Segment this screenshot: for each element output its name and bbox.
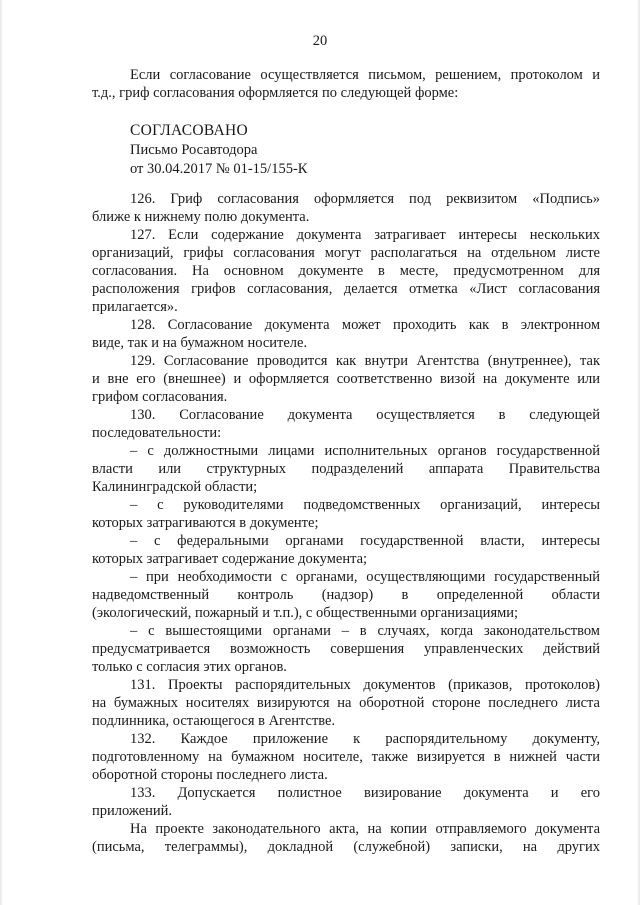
intro-paragraph — [92, 66, 600, 102]
text-line: 133. Допускается полистное визирование документа и его — [130, 785, 600, 801]
text-line: последовательности: — [92, 425, 222, 441]
text-line: которых затрагиваются в документе; — [92, 515, 319, 531]
text-line: согласования. На основном документе в месте, предусмотренном для — [92, 263, 600, 279]
text-line: – с руководителями подведомственных организаций, интересы — [130, 497, 600, 513]
text-line: оборотной стороны последнего листа. — [92, 767, 328, 783]
text-line: на бумажных носителях визируются на оборотной стороне последнего листа — [92, 695, 600, 711]
text-line: 128. Согласование документа может проходить как в электронном — [130, 317, 600, 333]
text-line: – с федеральными органами государственной власти, интересы — [130, 533, 600, 549]
text-line: подготовленному на бумажном носителе, также визируется в нижней части — [92, 749, 600, 765]
text-line: подлинника, остающегося в Агентстве. — [92, 713, 336, 729]
main-text — [92, 190, 600, 856]
text-line: – с вышестоящими органами – в случаях, когда законодательством — [130, 623, 600, 639]
text-line: На проекте законодательного акта, на копии отправляемого документа — [130, 821, 600, 837]
text-line: которых затрагивает содержание документа; — [92, 551, 368, 567]
text-line: 132. Каждое приложение к распорядительному документу, — [130, 731, 600, 747]
text-line: – при необходимости с органами, осуществляющими государственный — [130, 569, 600, 585]
approval-stamp — [130, 122, 430, 179]
text-line: 130. Согласование документа осуществляется в следующей — [130, 407, 600, 423]
text-line: приложений. — [92, 803, 173, 819]
stamp-letter: Письмо Росавтодора — [130, 142, 258, 158]
text-line: – с должностными лицами исполнительных органов государственной — [130, 443, 600, 459]
text-line: виде, так и на бумажном носителе. — [92, 335, 308, 351]
text-line: 126. Гриф согласования оформляется под реквизитом «Подпись» — [130, 191, 600, 207]
intro-line: т.д., гриф согласования оформляется по следующей форме: — [92, 85, 459, 101]
text-line: 129. Согласование проводится как внутри Агентства (внутреннее), так — [130, 353, 600, 369]
text-line: ближе к нижнему полю документа. — [92, 209, 310, 225]
text-line: предусматривается возможность совершения управленческих действий — [92, 641, 600, 657]
text-line: власти или структурных подразделений аппарата Правительства — [92, 461, 600, 477]
text-line: грифом согласования. — [92, 389, 228, 405]
scan-edge-left — [0, 0, 3, 905]
stamp-date-number: от 30.04.2017 № 01-15/155-К — [130, 161, 308, 177]
text-line: и вне его (внешнее) и оформляется соответственно визой на документе или — [92, 371, 600, 387]
text-line: (письма, телеграммы), докладной (служебной) записки, на других — [92, 839, 600, 855]
stamp-title: СОГЛАСОВАНО — [130, 122, 249, 139]
text-line: надведомственный контроль (надзор) в определенной области — [92, 587, 600, 603]
intro-line: Если согласование осуществляется письмом, решением, протоколом и — [130, 67, 600, 83]
text-line: 127. Если содержание документа затрагивает интересы нескольких — [130, 227, 600, 243]
page-number: 20 — [312, 33, 328, 49]
text-line: организаций, грифы согласования могут располагаться на отдельном листе — [92, 245, 600, 261]
text-line: Калининградской области; — [92, 479, 258, 495]
text-line: только с согласия этих органов. — [92, 659, 287, 675]
text-line: расположения грифов согласования, делается отметка «Лист согласования — [92, 281, 600, 297]
text-line: (экологический, пожарный и т.п.), с общественными организациями; — [92, 605, 519, 621]
text-line: прилагается». — [92, 299, 178, 315]
text-line: 131. Проекты распорядительных документов (приказов, протоколов) — [130, 677, 600, 693]
